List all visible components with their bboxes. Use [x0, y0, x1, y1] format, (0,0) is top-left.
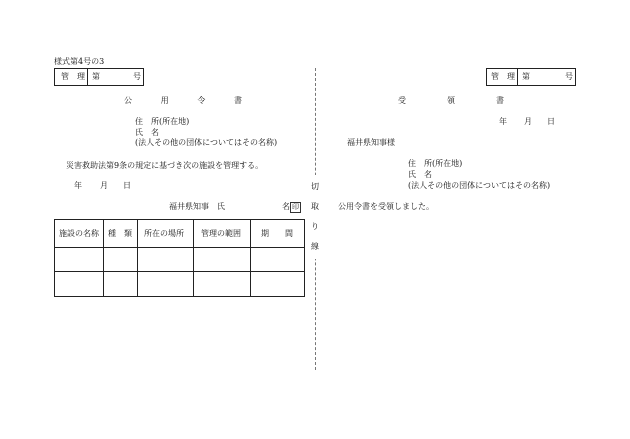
table-header-period: 期 間	[261, 229, 293, 238]
seal-mark: 印	[292, 203, 299, 211]
right-addressee: 福井県知事様	[347, 138, 395, 147]
left-management-number-box	[54, 68, 144, 86]
table-header-type: 種 類	[108, 229, 132, 238]
cut-line-char: 線	[311, 242, 319, 251]
table-row-divider	[55, 271, 304, 272]
cut-line-label	[306, 175, 324, 259]
left-title-char: 書	[233, 96, 242, 105]
right-title-char: 領	[447, 96, 455, 105]
table-header-location: 所在の場所	[144, 229, 184, 238]
cut-line-char: 切	[311, 182, 319, 191]
left-date-day: 日	[123, 181, 131, 190]
table-col-divider	[250, 220, 251, 296]
right-management-number-box	[486, 68, 576, 86]
right-title-char: 書	[496, 96, 504, 105]
left-date-year: 年	[74, 181, 82, 190]
left-mgmt-no-prefix: 第	[92, 72, 100, 81]
left-body-text: 災害救助法第9条の規定に基づき次の施設を管理する。	[66, 161, 264, 170]
table-col-divider	[103, 220, 104, 296]
right-mgmt-no-suffix: 号	[565, 72, 573, 81]
table-row-divider	[55, 247, 304, 248]
cut-line-char: 取	[311, 202, 319, 211]
right-name-label: 氏 名	[408, 170, 432, 179]
right-date-day: 日	[547, 117, 555, 126]
left-mgmt-divider	[87, 69, 88, 85]
table-header-scope: 管理の範囲	[201, 229, 241, 238]
left-title-char: 用	[160, 96, 169, 105]
table-col-divider	[193, 220, 194, 296]
left-date-month: 月	[100, 181, 108, 190]
right-title-char: 受	[398, 96, 406, 105]
table-col-divider	[137, 220, 138, 296]
form-number: 様式第4号の3	[54, 57, 105, 66]
right-body-text: 公用令書を受領しました。	[338, 202, 434, 211]
left-mgmt-label: 管 理	[61, 72, 85, 81]
cut-line-char: り	[311, 222, 319, 231]
left-name-label: 氏 名	[135, 128, 159, 137]
right-mgmt-no-prefix: 第	[522, 72, 530, 81]
left-governor: 福井県知事 氏	[169, 202, 225, 211]
right-date-year: 年	[499, 117, 507, 126]
left-corp-note: (法人その他の団体についてはその名称)	[135, 138, 278, 147]
table-header-facility-name: 施設の名称	[59, 229, 99, 238]
right-mgmt-label: 管 理	[491, 72, 515, 81]
left-title	[124, 97, 242, 105]
right-corp-note: (法人その他の団体についてはその名称)	[408, 181, 551, 190]
left-governor-name-end: 名	[282, 202, 290, 211]
right-title	[398, 97, 504, 105]
right-address-label: 住 所(所在地)	[408, 159, 463, 168]
left-title-char: 公	[124, 96, 132, 105]
left-mgmt-no-suffix: 号	[133, 72, 141, 81]
right-mgmt-divider	[517, 69, 518, 85]
left-title-char: 令	[197, 96, 206, 105]
right-date-month: 月	[524, 117, 532, 126]
left-address-label: 住 所(所在地)	[135, 117, 190, 126]
facility-table	[54, 219, 305, 297]
